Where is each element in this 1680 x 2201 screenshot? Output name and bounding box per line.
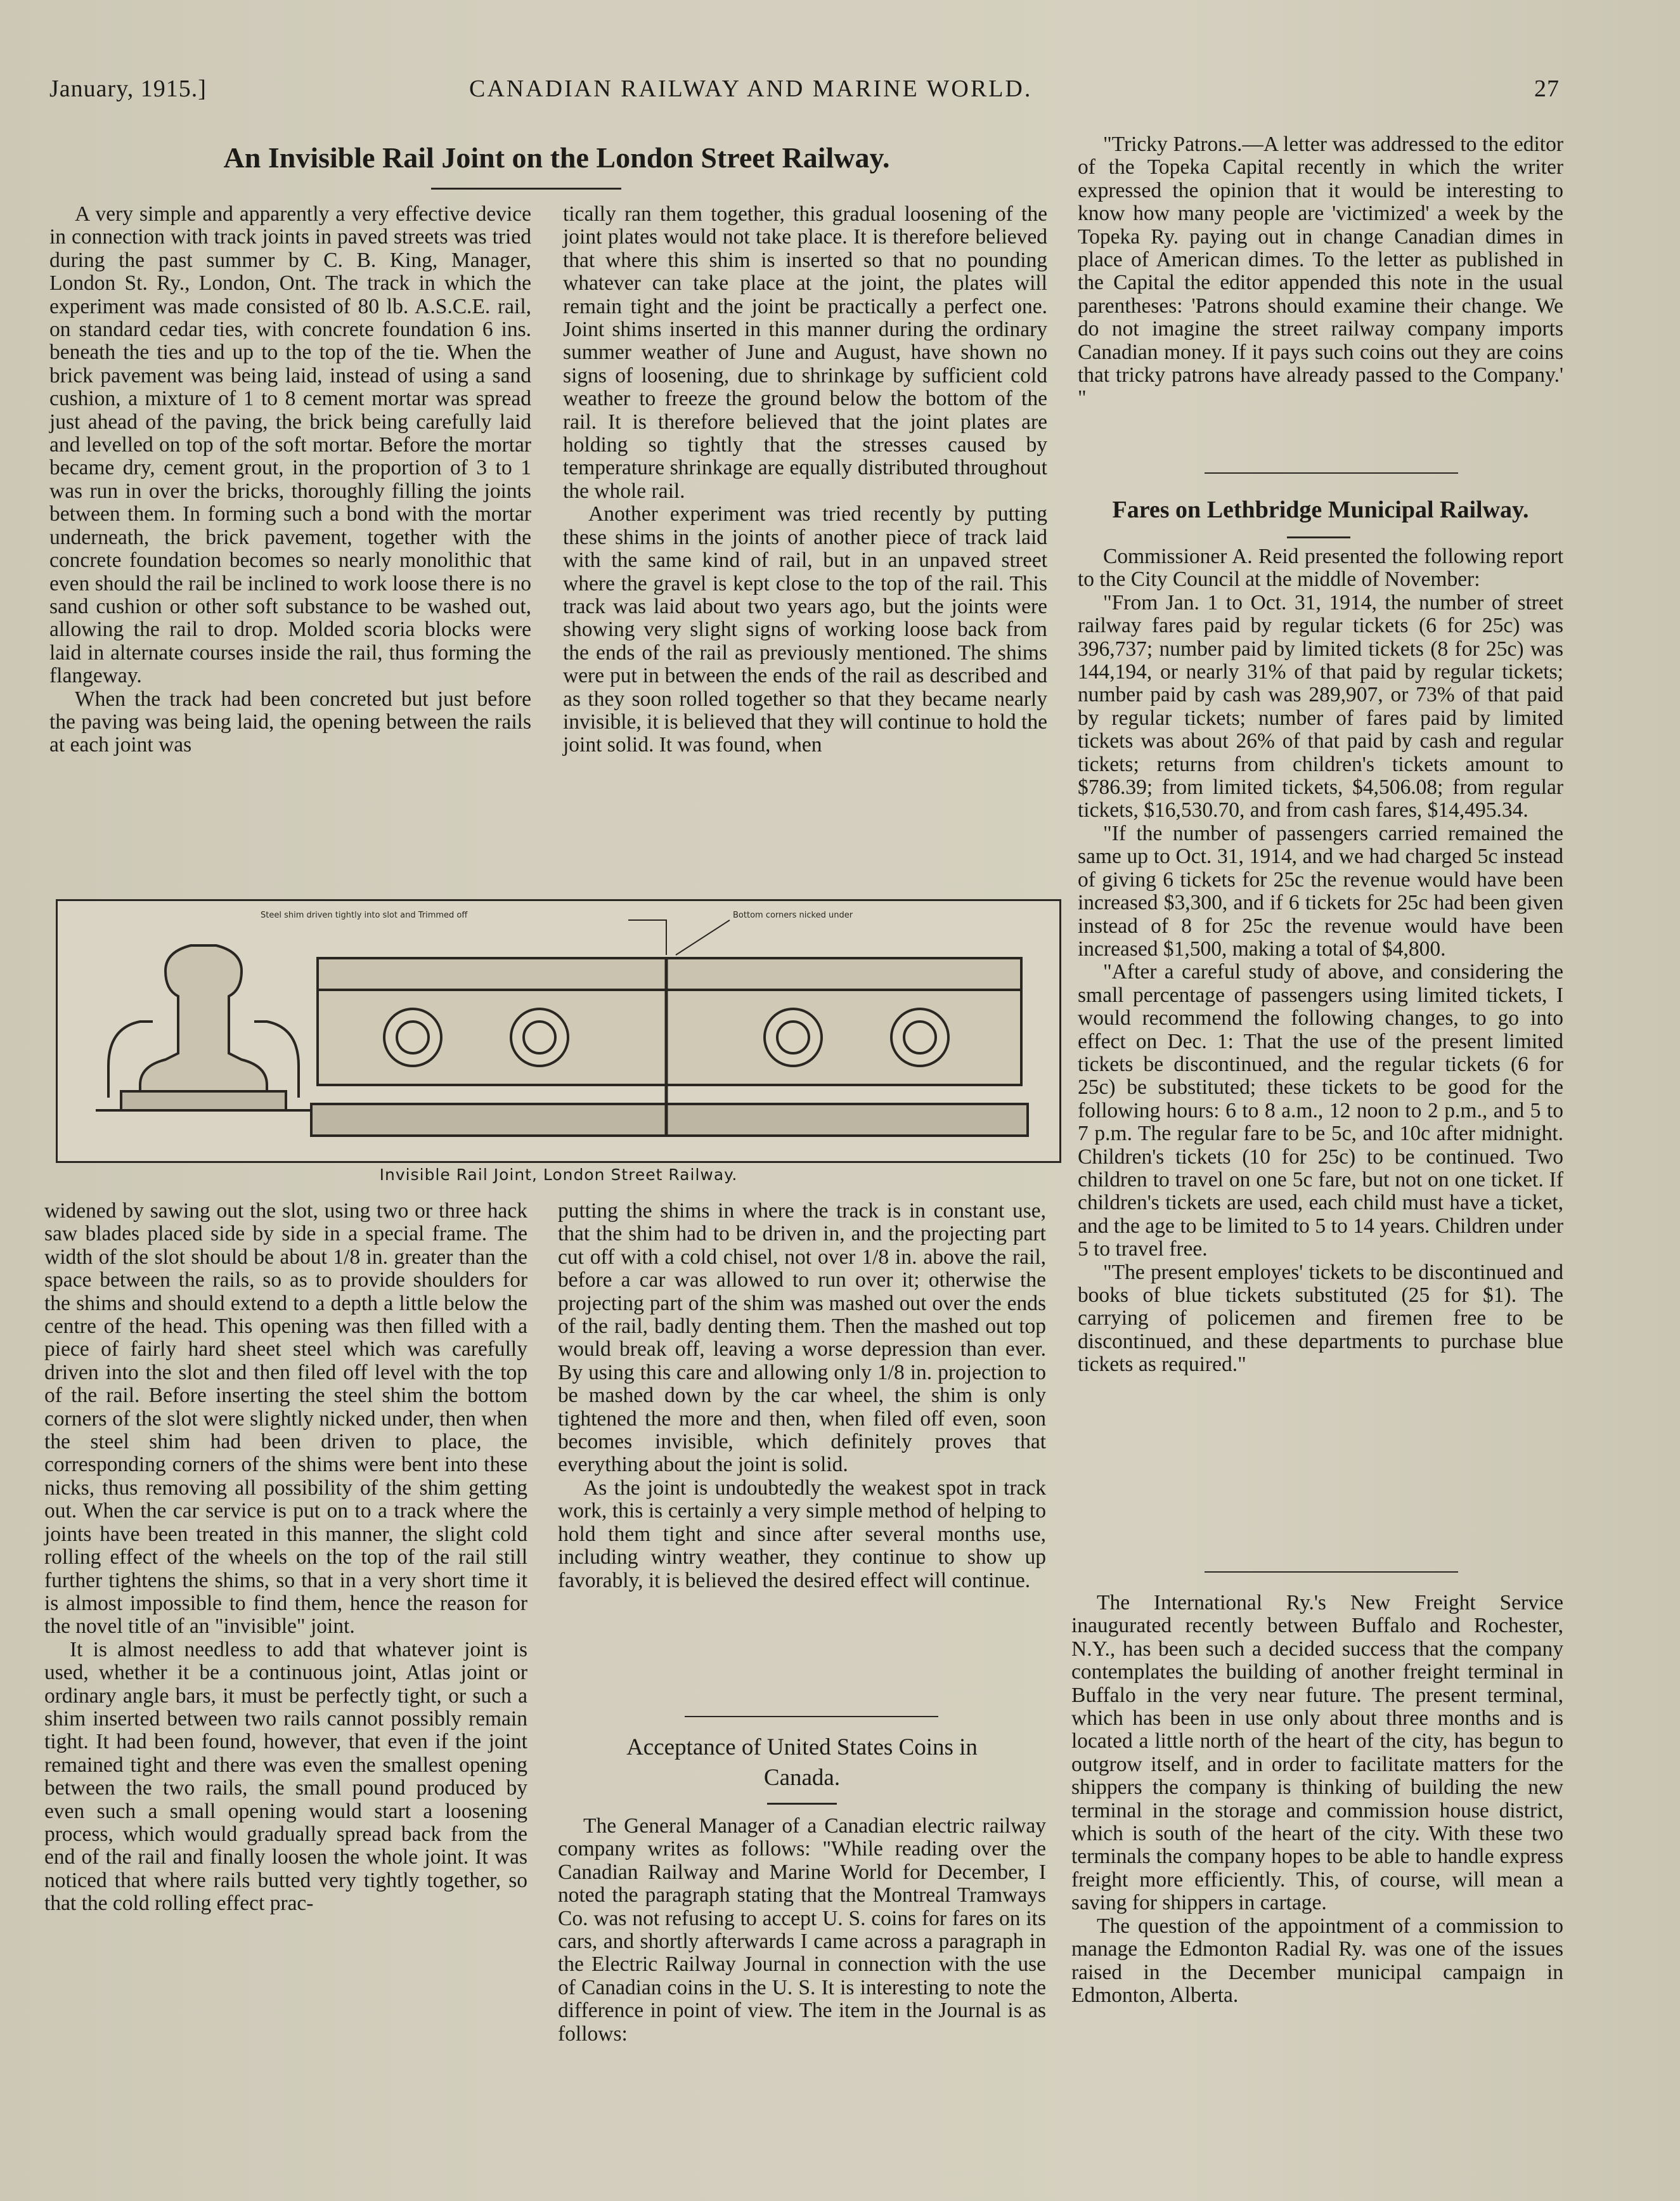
header-date: January, 1915.]: [49, 75, 207, 102]
title-line: Canada.: [763, 1765, 841, 1791]
article1-column2-lower: [558, 1200, 1046, 1592]
figure-label-shim: Steel shim driven tightly into slot and Trimmed off: [261, 911, 468, 920]
article4-body: [1071, 1592, 1563, 2007]
paragraph: widened by sawing out the slot, using two or three hack saw blades placed side by side in a special frame. The width of the slot should be about 1/8 in. greater than the space between the rails, so as to provide shoulders for the shims and should extend to a depth a little below the centre of the head. This opening was then filled with a piece of fairly hard sheet steel which was carefully driven into the slot and then filed off level with the top of the rail. Before inserting the steel shim the bottom corners of the slot were slightly nicked under, then when the steel shim had been driven to place, the corresponding corners of the shims were bent into these nicks, thus removing all possibility of the shim getting out. When the car service is put on to a track where the joints have been treated in this manner, the slight cold rolling effect of the wheels on the top of the rail still further tightens the shims, so that in a very short time it is almost impossible to find them, hence the reason for the novel title of an "invisible" joint.: [44, 1199, 527, 1639]
paragraph: The question of the appointment of a commission to manage the Edmonton Radial Ry. was one of the issues raised in the December municipal campaign in Edmonton, Alberta.: [1071, 1914, 1563, 2007]
paragraph: "If the number of passengers carried remained the same up to Oct. 31, 1914, and we had charged 5c instead of giving 6 tickets for 25c the revenue would have been increased $3,300, and if 6 tickets for 25c had been given instead of 8 for 25c the revenue would have been increased $1,500, making a total of $4,800.: [1078, 821, 1563, 961]
paragraph: tically ran them together, this gradual loosening of the joint plates would not take place. It is therefore believed that where this shim is inserted so that no pounding whatever can take place at the joint, the plates will remain tight and the joint be practically a perfect one. Joint shims inserted in this manner during the ordinary summer weather of June and August, have shown no signs of loosening, due to shrinkage by sufficient cold weather to freeze the ground below the bottom of the rail. It is therefore believed that the joint plates are holding so tightly that the stresses caused by temperature shrinkage are equally distributed throughout the whole rail.: [563, 202, 1047, 503]
rail-joint-figure: [56, 899, 1061, 1163]
paragraph: The General Manager of a Canadian electric railway company writes as follows: "While reading over the Canadian Railway and Marine World for December, I noted the paragraph stating that the Montreal Tramways Co. was not refusing to accept U. S. coins for fares on its cars, and shortly afterwards I came across a paragraph in the Electric Railway Journal in connection with the use of Canadian coins in the U. S. It is interesting to note the difference in point of view. The item in the Journal is as follows:: [558, 1814, 1046, 2046]
title-rule: [767, 1803, 837, 1805]
title-rule: [431, 188, 621, 190]
article1-column1-upper: [49, 203, 531, 757]
article1-column1-lower: [44, 1200, 527, 1916]
paragraph: It is almost needless to add that whatever joint is used, whether it be a continuous joint, Atlas joint or ordinary angle bars, it must be perfectly tight, or such a shim inserted between two rails cannot possibly remain tight. It had been found, however, that even if the joint remained tight and there was even the smallest opening between the two rails, the small pound produced by even such a small opening would start a loosening process, which would gradually spread back from the end of the rail and finally loosen the whole joint. It was noticed that where rails butted very tightly together, so that the cold rolling effect prac-: [44, 1637, 527, 1916]
section-divider: [1205, 472, 1458, 474]
header-publication: CANADIAN RAILWAY AND MARINE WORLD.: [469, 75, 1033, 102]
article-title-us-coins: [558, 1732, 1046, 1793]
paragraph: Commissioner A. Reid presented the following report to the City Council at the middle of November:: [1078, 545, 1563, 592]
paragraph: When the track had been concreted but just before the paving was being laid, the opening between the rails at each joint was: [49, 687, 531, 757]
figure-label-corners: Bottom corners nicked under: [733, 911, 853, 920]
article-title-lethbridge: Fares on Lethbridge Municipal Railway.: [1112, 497, 1529, 523]
header-page-number: 27: [1534, 75, 1560, 102]
title-rule: [1287, 536, 1350, 538]
paragraph: Another experiment was tried recently by putting these shims in the joints of another piece of track laid with the same kind of rail, but in an unpaved street where the gravel is kept close to the top of the rail. This track was laid about two years ago, but the joints were showing very slight signs of working loose back from the ends of the rail as previously mentioned. The shims were put in between the ends of the rail as described and as they soon rolled together so that they became nearly invisible, it is believed that they will continue to hold the joint solid. It was found, when: [563, 502, 1047, 757]
rail-joint-drawing: [58, 901, 1059, 1161]
article2-continuation: [1078, 133, 1563, 410]
paragraph: putting the shims in where the track is in constant use, that the shim had to be driven in, and the projecting part cut off with a cold chisel, not over 1/8 in. above the rail, before a car was allowed to run over it; otherwise the projecting part of the shim was mashed out over the ends of the rail, badly denting them. Then the mashed out top would break off, leaving a worse depression than ever. By using this care and allowing only 1/8 in. projection to be mashed down by the car wheel, the shim is only tightened the more and then, when filed off even, soon becomes invisible, which definitely proves that everything about the joint is solid.: [558, 1199, 1046, 1477]
paragraph: "From Jan. 1 to Oct. 31, 1914, the number of street railway fares paid by regular tickets (6 for 25c) was 396,737; number paid by limited tickets (8 for 25c) was 144,194, or nearly 31% of that paid by regular tickets; number paid by cash was 289,907, or 73% of that paid by regular tickets; number of fares paid by limited tickets was about 26% of that paid by cash and regular tickets; returns from children's tickets amount to $786.39; from limited tickets, $4,506.08; from regular tickets, $16,530.70, and from cash fares, $14,495.34.: [1078, 590, 1563, 822]
article-title-invisible-rail-joint: An Invisible Rail Joint on the London Street Railway.: [223, 141, 890, 174]
article2-body: [558, 1815, 1046, 2046]
paragraph: "Tricky Patrons.—A letter was addressed to the editor of the Topeka Capital recently in which the writer expressed the opinion that it would be interesting to know how many people are 'victimized' a week by the Topeka Ry. paying out in change Canadian dimes in place of American dimes. To the letter as published in the Capital the editor appended this note in the usual parentheses: 'Patrons should examine their change. We do not imagine the street railway company imports Canadian money. If it pays such coins out they are coins that tricky patrons have already passed to the Company.' ": [1078, 133, 1563, 410]
section-divider: [1205, 1571, 1458, 1573]
section-divider: [685, 1716, 938, 1717]
paragraph: The International Ry.'s New Freight Service inaugurated recently between Buffalo and Rochester, N.Y., has been such a decided success that the company contemplates the building of another freight terminal in Buffalo in the very near future. The present terminal, which has been in use only about three months and is located a little north of the heart of the city, has begun to outgrow itself, and in order to facilitate matters for the shippers the company is thinking of building the new terminal in the storage and commission house district, which is south of the heart of the city. With these two terminals the company hopes to be able to handle express freight more efficiently. This, of course, will mean a saving for shippers in cartage.: [1071, 1591, 1563, 1915]
paragraph: "The present employes' tickets to be discontinued and books of blue tickets substituted (25 for $1). The carrying of policemen and firemen free to be discontinued, and these departments to purchase blue tickets as required.": [1078, 1260, 1563, 1377]
article3-body: [1078, 545, 1563, 1377]
paragraph: As the joint is undoubtedly the weakest spot in track work, this is certainly a very simple method of helping to hold them tight and since after several months use, including wintry weather, they continue to show up favorably, it is believed the desired effect will continue.: [558, 1476, 1046, 1592]
paragraph: "After a careful study of above, and considering the small percentage of passengers using limited tickets, I would recommend the following changes, to go into effect on Dec. 1: That the use of the present limited tickets be discontinued, and the regular tickets (6 for 25c) be substituted; these tickets to be good for the following hours: 6 to 8 a.m., 12 noon to 2 p.m., and 5 to 7 p.m. The regular fare to be 5c, and 10c after midnight. Children's tickets (10 for 25c) to be continued. Two children to travel on one 5c fare, but not on one ticket. If children's tickets are used, each child must have a ticket, and the age to be limited to 5 to 14 years. Children under 5 to travel free.: [1078, 960, 1563, 1261]
article1-column2-upper: [563, 203, 1047, 757]
figure-caption: Invisible Rail Joint, London Street Railway.: [379, 1165, 738, 1184]
title-line: Acceptance of United States Coins in: [626, 1734, 978, 1760]
paragraph: A very simple and apparently a very effective device in connection with track joints in paved streets was tried during the past summer by C. B. King, Manager, London St. Ry., London, Ont. The track in which the experiment was made consisted of 80 lb. A.S.C.E. rail, on standard cedar ties, with concrete foundation 6 ins. beneath the ties and up to the top of the tie. When the brick pavement was being laid, instead of using a sand cushion, a mixture of 1 to 8 cement mortar was spread just ahead of the paving, the brick being carefully laid and levelled on top of the soft mortar. Before the mortar became dry, cement grout, in the proportion of 3 to 1 was run in over the bricks, thoroughly filling the joints between them. In forming such a bond with the mortar underneath, the brick pavement, together with the concrete foundation becomes so nearly monolithic that even should the rail be inclined to work loose there is no sand cushion or other soft substance to be washed out, allowing the rail to drop. Molded scoria blocks were laid in alternate courses inside the rail, thus forming the flangeway.: [49, 202, 531, 688]
